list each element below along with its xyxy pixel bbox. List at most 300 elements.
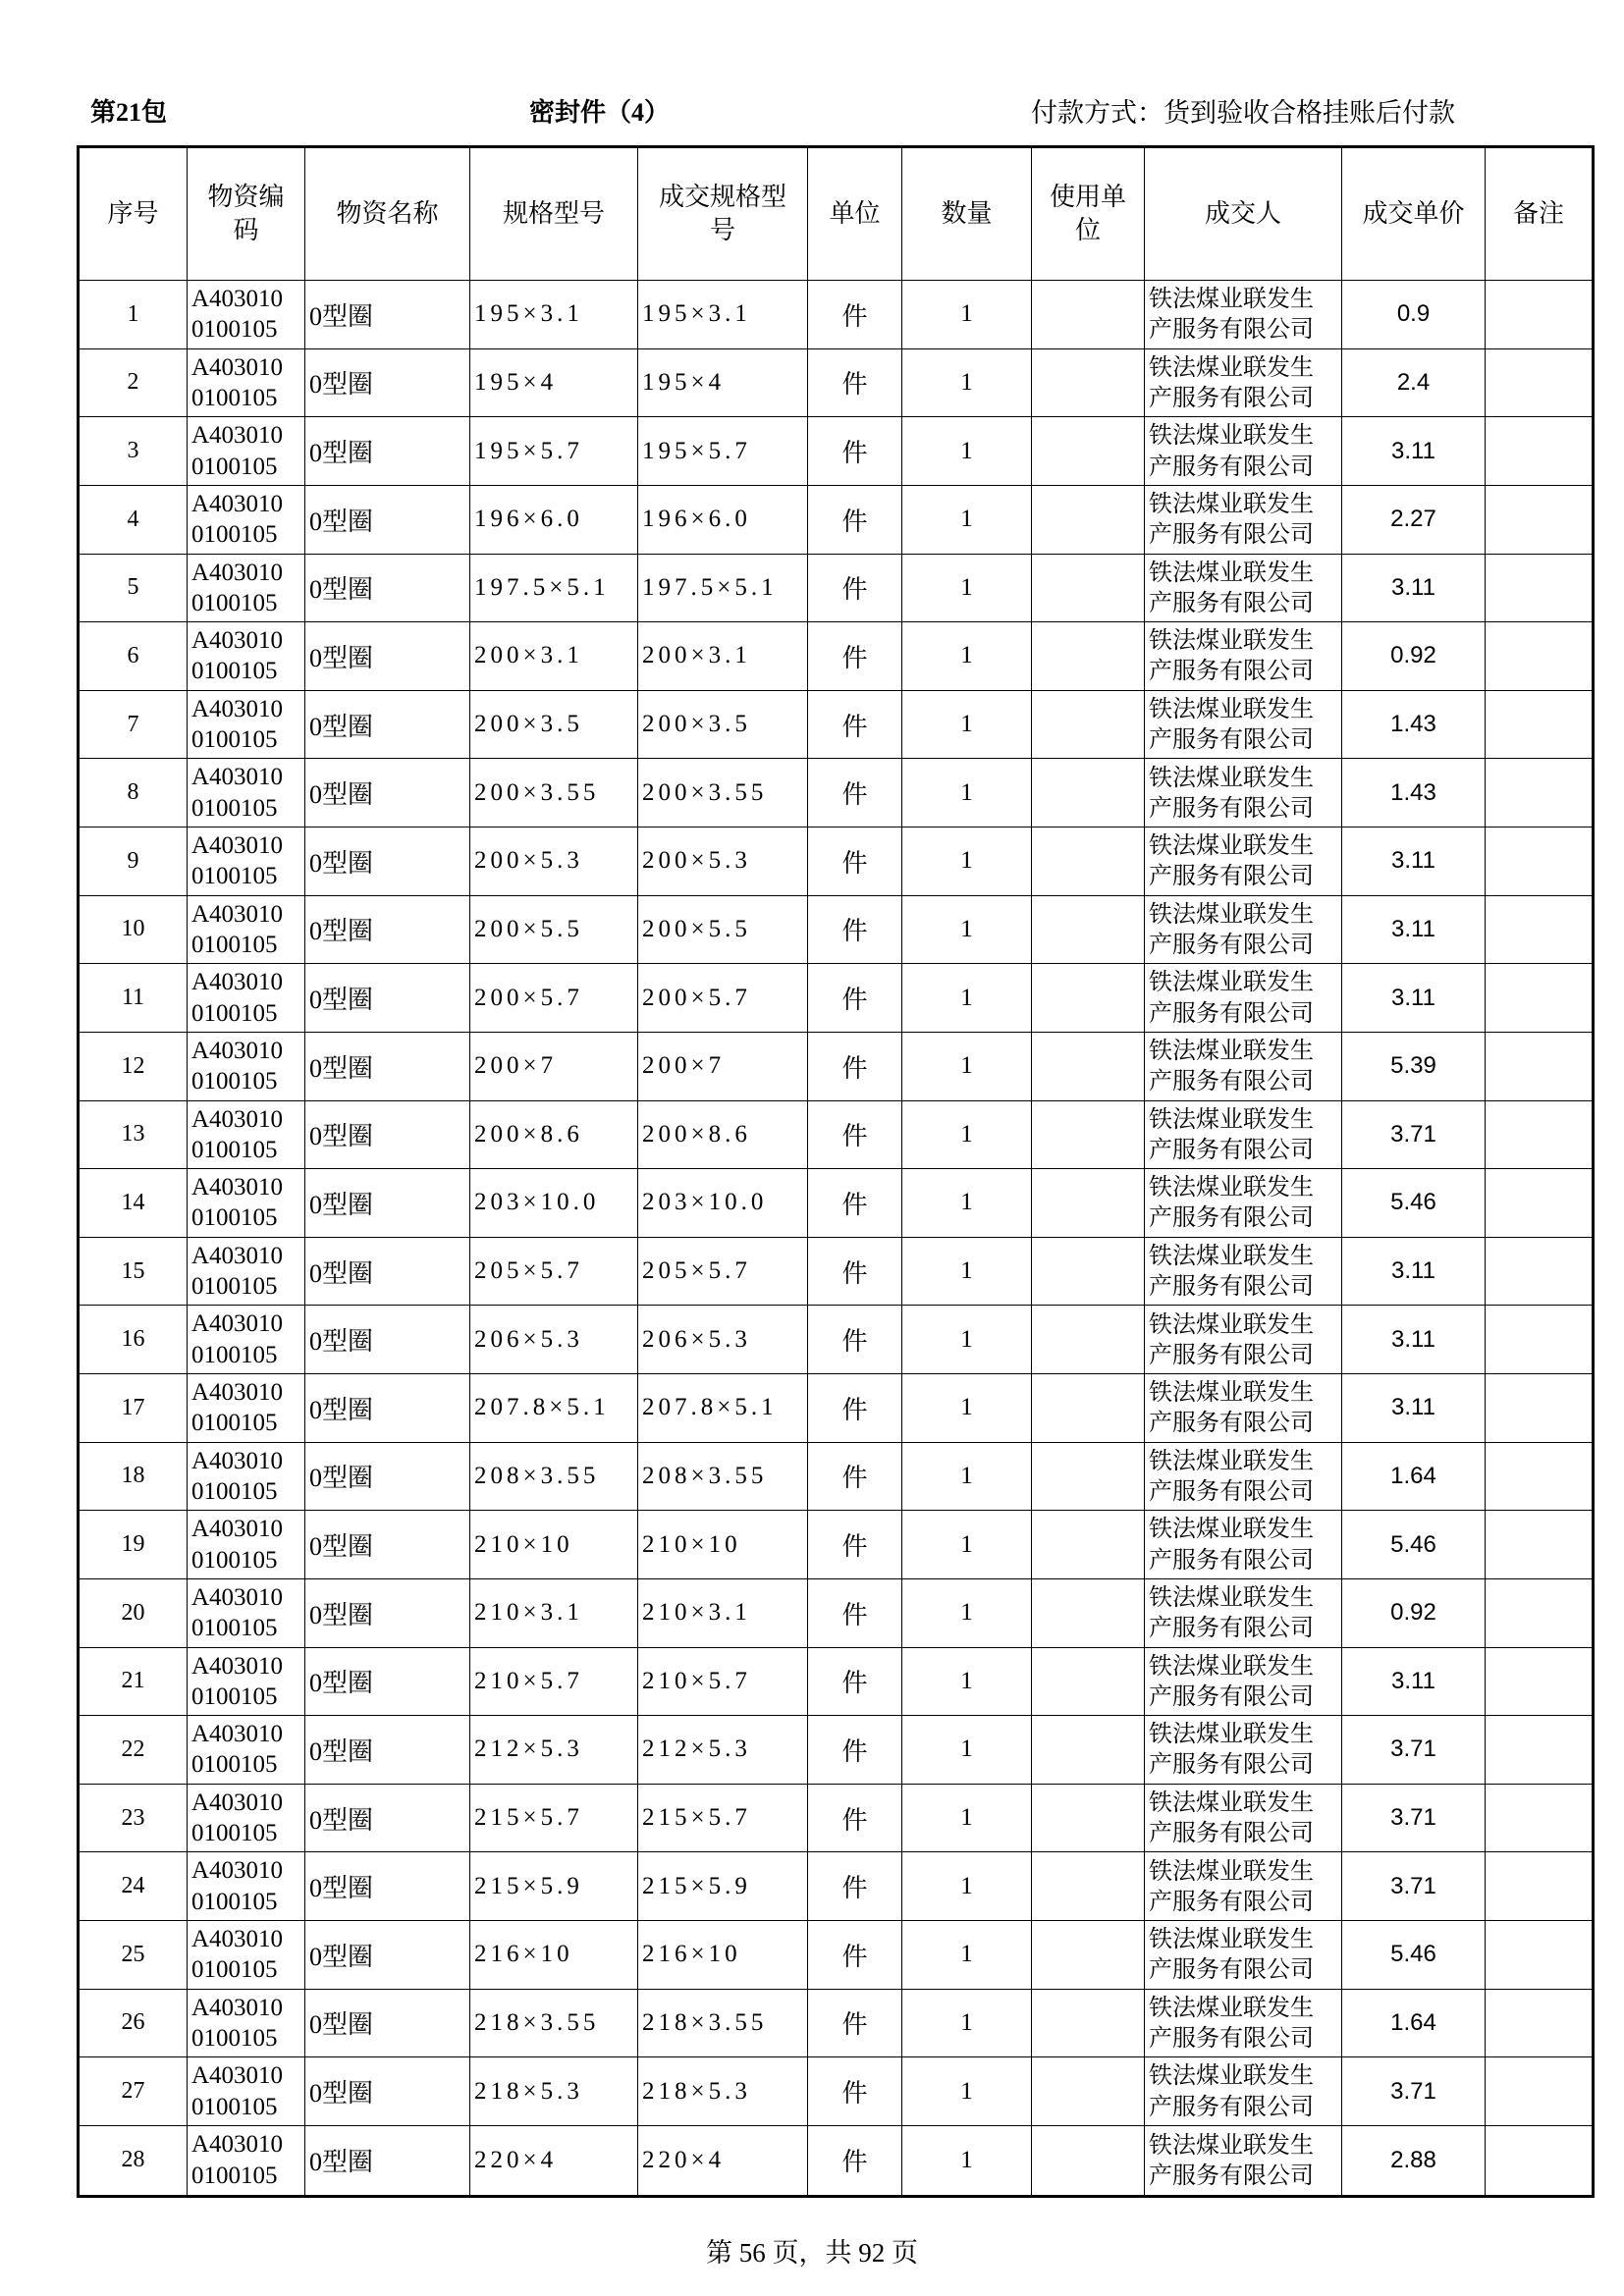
deal-spec-model-text: 206×5.3 xyxy=(642,1325,751,1353)
deal-spec-model-cell xyxy=(638,2057,808,2125)
unit-price-text: 0.9 xyxy=(1396,300,1431,328)
user-unit-cell xyxy=(1032,691,1145,759)
supplier-text: 铁法煤业联发生产服务有限公司 xyxy=(1149,559,1314,616)
unit-price-text: 3.11 xyxy=(1391,1667,1435,1694)
spec-model-text: 195×4 xyxy=(474,368,558,396)
user-unit-cell xyxy=(1032,964,1145,1032)
unit-price-cell xyxy=(1342,1852,1486,1920)
spec-model-cell xyxy=(470,964,638,1032)
row-number-text: 22 xyxy=(121,1735,145,1762)
deal-spec-model-text: 212×5.3 xyxy=(642,1735,751,1763)
material-code-cell xyxy=(188,828,305,895)
spec-model-text: 210×3.1 xyxy=(474,1599,583,1627)
unit-price-cell xyxy=(1342,2126,1486,2195)
material-name-cell xyxy=(305,1511,470,1578)
material-name-text: 0型圈 xyxy=(309,780,374,810)
unit-text: 件 xyxy=(841,1189,868,1219)
unit-text: 件 xyxy=(841,2078,868,2109)
unit-price-cell xyxy=(1342,1716,1486,1784)
row-number-text: 18 xyxy=(121,1463,145,1489)
material-name-cell xyxy=(305,1374,470,1442)
material-code-text: A4030100100105 xyxy=(191,353,284,411)
quantity-text: 1 xyxy=(960,1735,973,1763)
spec-model-cell xyxy=(470,1033,638,1100)
deal-spec-model-text: 195×3.1 xyxy=(642,300,751,328)
material-code-text: A4030100100105 xyxy=(191,1174,284,1232)
supplier-cell xyxy=(1145,1443,1342,1511)
row-number-cell xyxy=(80,691,188,759)
supplier-text: 铁法煤业联发生产服务有限公司 xyxy=(1149,1242,1314,1301)
remark-cell xyxy=(1486,1374,1592,1442)
quantity-cell xyxy=(902,417,1032,485)
unit-price-text: 1.43 xyxy=(1390,711,1436,738)
remark-cell xyxy=(1486,1648,1592,1716)
material-code-text: A4030100100105 xyxy=(191,1721,284,1779)
supplier-text: 铁法煤业联发生产服务有限公司 xyxy=(1149,353,1314,411)
supplier-text: 铁法煤业联发生产服务有限公司 xyxy=(1149,1857,1314,1915)
unit-text: 件 xyxy=(841,642,868,672)
quantity-cell xyxy=(902,555,1032,622)
unit-text: 件 xyxy=(841,1121,868,1151)
header-cell-deal-spec-model xyxy=(638,148,808,280)
material-code-cell xyxy=(188,1716,305,1784)
unit-text: 件 xyxy=(841,985,868,1015)
supplier-cell xyxy=(1145,417,1342,485)
row-number-text: 26 xyxy=(121,2009,145,2036)
unit-price-text: 2.88 xyxy=(1390,2146,1436,2173)
supplier-text: 铁法煤业联发生产服务有限公司 xyxy=(1149,2131,1314,2189)
unit-price-cell xyxy=(1342,486,1486,554)
unit-price-cell xyxy=(1342,1648,1486,1716)
supplier-cell xyxy=(1145,964,1342,1032)
material-code-text: A4030100100105 xyxy=(191,969,284,1027)
quantity-text: 1 xyxy=(960,2077,973,2105)
supplier-cell xyxy=(1145,1033,1342,1100)
unit-price-cell xyxy=(1342,1443,1486,1511)
user-unit-cell xyxy=(1032,486,1145,554)
remark-cell xyxy=(1486,1306,1592,1373)
row-number-text: 13 xyxy=(121,1121,145,1148)
user-unit-cell xyxy=(1032,828,1145,895)
row-number-cell xyxy=(80,1852,188,1920)
material-name-cell xyxy=(305,486,470,554)
remark-cell xyxy=(1486,1169,1592,1237)
header-label: 成交规格型号 xyxy=(658,182,786,244)
material-name-cell xyxy=(305,1579,470,1647)
user-unit-cell xyxy=(1032,1648,1145,1716)
table-row xyxy=(80,417,1592,486)
payment-terms: 付款方式：货到验收合格挂账后付款 xyxy=(1031,98,1455,128)
spec-model-cell xyxy=(470,486,638,554)
unit-cell xyxy=(808,1990,902,2057)
header-cell-material-name xyxy=(305,148,470,280)
quantity-text: 1 xyxy=(960,1941,973,1968)
spec-model-cell xyxy=(470,622,638,690)
material-code-cell xyxy=(188,349,305,417)
row-number-text: 21 xyxy=(121,1668,145,1694)
quantity-text: 1 xyxy=(960,368,973,396)
deal-spec-model-cell xyxy=(638,1648,808,1716)
supplier-text: 铁法煤业联发生产服务有限公司 xyxy=(1149,1721,1314,1779)
unit-cell xyxy=(808,555,902,622)
quantity-text: 1 xyxy=(960,1120,973,1148)
row-number-cell xyxy=(80,759,188,827)
table-row xyxy=(80,2126,1592,2195)
unit-price-cell xyxy=(1342,1785,1486,1852)
unit-text: 件 xyxy=(841,1735,868,1766)
material-code-cell xyxy=(188,1169,305,1237)
quantity-cell xyxy=(902,1990,1032,2057)
quantity-cell xyxy=(902,1511,1032,1578)
material-name-text: 0型圈 xyxy=(309,1532,374,1562)
row-number-text: 16 xyxy=(121,1326,145,1353)
deal-spec-model-text: 200×3.1 xyxy=(642,642,751,669)
material-code-text: A4030100100105 xyxy=(191,2062,284,2120)
table-row xyxy=(80,828,1592,896)
unit-cell xyxy=(808,349,902,417)
material-name-cell xyxy=(305,1443,470,1511)
row-number-cell xyxy=(80,349,188,417)
supplier-text: 铁法煤业联发生产服务有限公司 xyxy=(1149,1926,1314,1984)
material-name-text: 0型圈 xyxy=(309,370,374,400)
quantity-text: 1 xyxy=(960,1804,973,1832)
quantity-text: 1 xyxy=(960,984,973,1011)
quantity-cell xyxy=(902,964,1032,1032)
supplier-text: 铁法煤业联发生产服务有限公司 xyxy=(1149,832,1314,890)
remark-cell xyxy=(1486,1238,1592,1306)
user-unit-cell xyxy=(1032,1306,1145,1373)
unit-text: 件 xyxy=(841,300,868,331)
quantity-text: 1 xyxy=(960,1189,973,1216)
spec-model-cell xyxy=(470,1443,638,1511)
quantity-cell xyxy=(902,1306,1032,1373)
row-number-cell xyxy=(80,1101,188,1169)
remark-cell xyxy=(1486,1443,1592,1511)
material-name-cell xyxy=(305,1921,470,1989)
unit-text: 件 xyxy=(841,916,868,946)
table-row xyxy=(80,1852,1592,1921)
quantity-cell xyxy=(902,1374,1032,1442)
deal-spec-model-text: 218×5.3 xyxy=(642,2077,751,2105)
unit-price-text: 2.27 xyxy=(1390,506,1436,533)
material-code-text: A4030100100105 xyxy=(191,1310,284,1368)
supplier-text: 铁法煤业联发生产服务有限公司 xyxy=(1149,695,1314,754)
material-name-cell xyxy=(305,759,470,827)
material-code-cell xyxy=(188,417,305,485)
spec-model-cell xyxy=(470,1306,638,1373)
material-name-text: 0型圈 xyxy=(309,1190,374,1219)
header-cell-unit xyxy=(808,148,902,280)
material-name-cell xyxy=(305,2057,470,2125)
material-code-cell xyxy=(188,896,305,964)
unit-text: 件 xyxy=(841,1873,868,1903)
remark-cell xyxy=(1486,486,1592,554)
unit-cell xyxy=(808,1033,902,1100)
deal-spec-model-text: 195×5.7 xyxy=(642,437,751,464)
deal-spec-model-text: 200×5.7 xyxy=(642,984,751,1011)
unit-price-text: 3.11 xyxy=(1391,847,1435,875)
row-number-cell xyxy=(80,1238,188,1306)
header-label: 规格型号 xyxy=(502,198,605,229)
deal-spec-model-text: 210×3.1 xyxy=(642,1599,751,1627)
unit-price-text: 3.71 xyxy=(1390,1735,1436,1763)
unit-price-text: 3.11 xyxy=(1391,1394,1435,1421)
supplier-text: 铁法煤业联发生产服务有限公司 xyxy=(1149,1038,1314,1095)
unit-text: 件 xyxy=(841,711,868,741)
spec-model-cell xyxy=(470,417,638,485)
user-unit-cell xyxy=(1032,349,1145,417)
row-number-text: 7 xyxy=(127,711,139,737)
supplier-cell xyxy=(1145,1716,1342,1784)
spec-model-text: 200×5.5 xyxy=(474,915,583,942)
material-name-text: 0型圈 xyxy=(309,643,374,672)
supplier-cell xyxy=(1145,1785,1342,1852)
spec-model-cell xyxy=(470,1990,638,2057)
deal-spec-model-cell xyxy=(638,1852,808,1920)
user-unit-cell xyxy=(1032,2126,1145,2195)
unit-price-text: 3.71 xyxy=(1390,1804,1436,1832)
spec-model-text: 197.5×5.1 xyxy=(474,573,610,601)
spec-model-cell xyxy=(470,1648,638,1716)
unit-text: 件 xyxy=(841,506,868,536)
user-unit-cell xyxy=(1032,281,1145,348)
unit-text: 件 xyxy=(841,1463,868,1493)
row-number-text: 11 xyxy=(121,985,145,1011)
remark-cell xyxy=(1486,896,1592,964)
row-number-cell xyxy=(80,896,188,964)
material-code-text: A4030100100105 xyxy=(191,1037,284,1095)
supplier-cell xyxy=(1145,2126,1342,2195)
user-unit-cell xyxy=(1032,417,1145,485)
row-number-cell xyxy=(80,1306,188,1373)
table-row xyxy=(80,281,1592,349)
material-name-text: 0型圈 xyxy=(309,1258,374,1288)
unit-cell xyxy=(808,1443,902,1511)
material-name-cell xyxy=(305,1716,470,1784)
quantity-cell xyxy=(902,1238,1032,1306)
spec-model-text: 200×3.5 xyxy=(474,711,583,738)
supplier-cell xyxy=(1145,1169,1342,1237)
unit-price-cell xyxy=(1342,1511,1486,1578)
category-title: 密封件（4） xyxy=(529,98,671,127)
spec-model-text: 195×5.7 xyxy=(474,437,583,464)
header-label: 使用单位 xyxy=(1049,182,1126,244)
header-label: 成交单价 xyxy=(1362,198,1465,229)
table-row xyxy=(80,1169,1592,1238)
user-unit-cell xyxy=(1032,1511,1145,1578)
deal-spec-model-text: 215×5.9 xyxy=(642,1872,751,1899)
spec-model-text: 200×5.7 xyxy=(474,984,583,1011)
unit-cell xyxy=(808,1238,902,1306)
quantity-cell xyxy=(902,1852,1032,1920)
row-number-text: 24 xyxy=(121,1873,145,1899)
unit-price-cell xyxy=(1342,1306,1486,1373)
material-name-cell xyxy=(305,417,470,485)
supplier-cell xyxy=(1145,1990,1342,2057)
material-code-cell xyxy=(188,1648,305,1716)
material-code-cell xyxy=(188,1785,305,1852)
row-number-cell xyxy=(80,1443,188,1511)
header-label: 数量 xyxy=(941,198,993,229)
material-code-cell xyxy=(188,486,305,554)
quantity-cell xyxy=(902,1101,1032,1169)
spec-model-text: 196×6.0 xyxy=(474,506,583,533)
table-row xyxy=(80,1238,1592,1307)
material-name-text: 0型圈 xyxy=(309,1395,374,1424)
material-name-cell xyxy=(305,1033,470,1100)
material-code-cell xyxy=(188,1852,305,1920)
row-number-text: 2 xyxy=(127,369,139,396)
quantity-cell xyxy=(902,1921,1032,1989)
user-unit-cell xyxy=(1032,2057,1145,2125)
header-label: 单位 xyxy=(829,198,881,229)
material-code-text: A4030100100105 xyxy=(191,695,284,754)
material-name-text: 0型圈 xyxy=(309,1122,374,1151)
row-number-text: 3 xyxy=(127,438,139,464)
material-code-text: A4030100100105 xyxy=(191,764,284,822)
table-row xyxy=(80,759,1592,828)
unit-cell xyxy=(808,828,902,895)
unit-text: 件 xyxy=(841,1326,868,1357)
material-name-text: 0型圈 xyxy=(309,712,374,741)
unit-cell xyxy=(808,486,902,554)
user-unit-cell xyxy=(1032,1785,1145,1852)
spec-model-cell xyxy=(470,555,638,622)
row-number-cell xyxy=(80,1716,188,1784)
unit-cell xyxy=(808,1785,902,1852)
material-code-cell xyxy=(188,1443,305,1511)
supplier-cell xyxy=(1145,622,1342,690)
table-row xyxy=(80,896,1592,965)
quantity-text: 1 xyxy=(960,506,973,533)
header-label: 备注 xyxy=(1512,198,1564,229)
spec-model-cell xyxy=(470,1374,638,1442)
row-number-cell xyxy=(80,555,188,622)
supplier-text: 铁法煤业联发生产服务有限公司 xyxy=(1149,764,1314,822)
table-row xyxy=(80,964,1592,1033)
spec-model-text: 220×4 xyxy=(474,2146,558,2173)
remark-cell xyxy=(1486,1101,1592,1169)
unit-price-text: 3.11 xyxy=(1391,1257,1435,1285)
unit-text: 件 xyxy=(841,1668,868,1698)
supplier-text: 铁法煤业联发生产服务有限公司 xyxy=(1149,1994,1314,2052)
supplier-cell xyxy=(1145,1648,1342,1716)
material-name-text: 0型圈 xyxy=(309,507,374,536)
quantity-text: 1 xyxy=(960,573,973,601)
remark-cell xyxy=(1486,1579,1592,1647)
material-code-cell xyxy=(188,1238,305,1306)
page-number: 第 56 页，共 92 页 xyxy=(706,2238,918,2268)
spec-model-cell xyxy=(470,2126,638,2195)
unit-price-text: 5.46 xyxy=(1390,1189,1436,1216)
spec-model-text: 212×5.3 xyxy=(474,1735,583,1763)
unit-price-cell xyxy=(1342,828,1486,895)
material-code-text: A4030100100105 xyxy=(191,900,284,958)
spec-model-cell xyxy=(470,349,638,417)
material-code-text: A4030100100105 xyxy=(191,286,284,344)
unit-price-cell xyxy=(1342,417,1486,485)
deal-spec-model-cell xyxy=(638,1716,808,1784)
spec-model-cell xyxy=(470,1101,638,1169)
deal-spec-model-cell xyxy=(638,1238,808,1306)
user-unit-cell xyxy=(1032,1443,1145,1511)
row-number-cell xyxy=(80,1374,188,1442)
material-name-text: 0型圈 xyxy=(309,1464,374,1493)
quantity-text: 1 xyxy=(960,1325,973,1353)
material-name-text: 0型圈 xyxy=(309,301,374,331)
material-name-cell xyxy=(305,281,470,348)
material-name-cell xyxy=(305,1852,470,1920)
spec-model-text: 200×5.3 xyxy=(474,847,583,875)
row-number-cell xyxy=(80,1033,188,1100)
supplier-text: 铁法煤业联发生产服务有限公司 xyxy=(1149,900,1314,958)
header-cell-user-unit xyxy=(1032,148,1145,280)
quantity-cell xyxy=(902,486,1032,554)
remark-cell xyxy=(1486,2126,1592,2195)
quantity-cell xyxy=(902,828,1032,895)
material-code-cell xyxy=(188,1579,305,1647)
remark-cell xyxy=(1486,1511,1592,1578)
row-number-text: 14 xyxy=(121,1189,145,1215)
unit-price-text: 5.39 xyxy=(1390,1052,1436,1080)
quantity-cell xyxy=(902,1443,1032,1511)
material-name-text: 0型圈 xyxy=(309,1874,374,1903)
remark-cell xyxy=(1486,759,1592,827)
spec-model-text: 203×10.0 xyxy=(474,1189,600,1216)
material-code-cell xyxy=(188,1101,305,1169)
user-unit-cell xyxy=(1032,1852,1145,1920)
quantity-cell xyxy=(902,896,1032,964)
quantity-cell xyxy=(902,622,1032,690)
header-cell-remark xyxy=(1486,148,1592,280)
unit-price-cell xyxy=(1342,1033,1486,1100)
supplier-cell xyxy=(1145,1579,1342,1647)
deal-spec-model-text: 210×10 xyxy=(642,1530,741,1558)
deal-spec-model-cell xyxy=(638,691,808,759)
deal-spec-model-text: 218×3.55 xyxy=(642,2008,768,2036)
material-name-cell xyxy=(305,349,470,417)
deal-spec-model-cell xyxy=(638,1579,808,1647)
spec-model-cell xyxy=(470,1238,638,1306)
supplier-cell xyxy=(1145,555,1342,622)
deal-spec-model-text: 203×10.0 xyxy=(642,1189,768,1216)
header-cell-row-number xyxy=(80,148,188,280)
material-name-cell xyxy=(305,1306,470,1373)
user-unit-cell xyxy=(1032,1238,1145,1306)
deal-spec-model-cell xyxy=(638,2126,808,2195)
row-number-cell xyxy=(80,964,188,1032)
unit-cell xyxy=(808,1101,902,1169)
spec-model-text: 195×3.1 xyxy=(474,300,583,328)
table-row xyxy=(80,1785,1592,1853)
remark-cell xyxy=(1486,1716,1592,1784)
quantity-cell xyxy=(902,1716,1032,1784)
unit-price-cell xyxy=(1342,896,1486,964)
supplier-cell xyxy=(1145,281,1342,348)
table-row xyxy=(80,2057,1592,2126)
remark-cell xyxy=(1486,1033,1592,1100)
unit-cell xyxy=(808,1306,902,1373)
material-code-text: A4030100100105 xyxy=(191,1516,284,1574)
supplier-cell xyxy=(1145,1374,1342,1442)
material-code-cell xyxy=(188,2057,305,2125)
spec-model-text: 200×7 xyxy=(474,1052,558,1080)
unit-price-cell xyxy=(1342,555,1486,622)
supplier-text: 铁法煤业联发生产服务有限公司 xyxy=(1149,422,1314,480)
material-name-text: 0型圈 xyxy=(309,986,374,1015)
spec-model-text: 207.8×5.1 xyxy=(474,1394,610,1421)
material-code-text: A4030100100105 xyxy=(191,1447,284,1505)
